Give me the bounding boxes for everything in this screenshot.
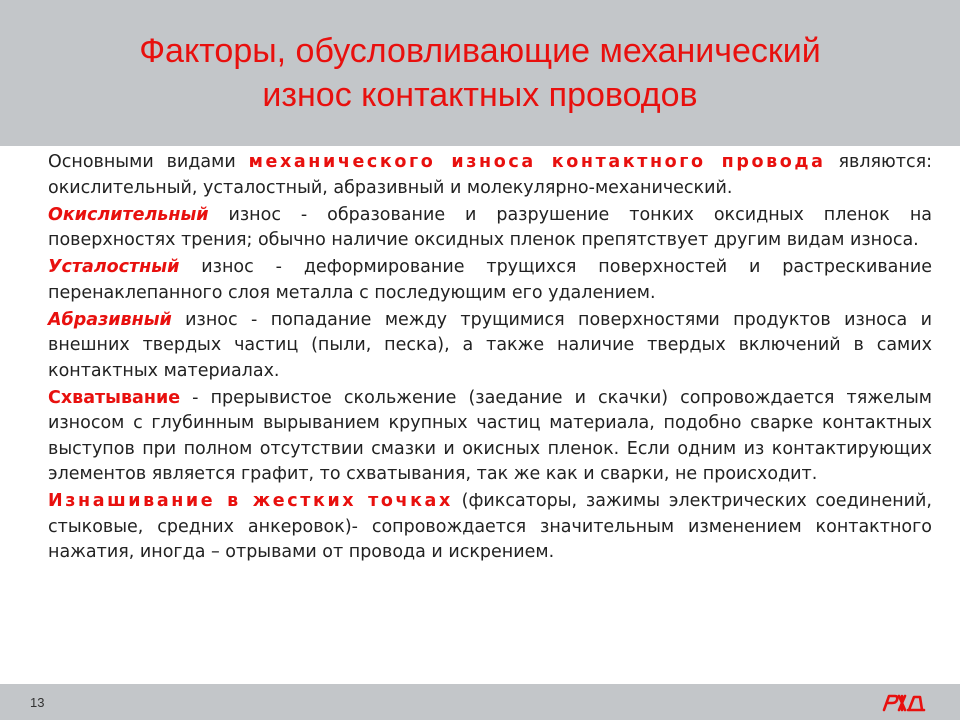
paragraph-fatigue [48, 255, 932, 306]
page-number: 13 [30, 695, 45, 710]
keyword-oxidative: Окислительный [48, 204, 209, 225]
paragraph-hard-points [48, 489, 932, 566]
keyword-mechanical-wear: механического износа контактного провода [248, 152, 826, 172]
paragraph-oxidative [48, 203, 932, 254]
paragraph-oxidative-text: износ - образование и разрушение тонких оксидных пленок на поверхностях трения; обычно наличие оксидных пленок препятствует другим видам износа. [48, 204, 932, 250]
title-bar [0, 0, 960, 146]
paragraph-seizure [48, 386, 932, 488]
paragraph-hard-points-text: (фиксаторы, зажимы электрических соединений, стыковые, средних анкеровок)- сопровождается значительным изменением контактного нажатия, иногда – отрывами от провода и искрением. [48, 491, 932, 562]
keyword-abrasive: Абразивный [48, 309, 172, 330]
keyword-fatigue: Усталостный [48, 257, 180, 277]
slide-title [30, 29, 930, 117]
keyword-seizure: Схватывание [48, 387, 181, 408]
slide-body [48, 150, 932, 567]
paragraph-abrasive [48, 308, 932, 385]
paragraph-intro-text: являются: окислительный, усталостный, абразивный и молекулярно-механический. [48, 152, 933, 198]
keyword-hard-points: Изнашивание в жестких точках [48, 491, 453, 511]
paragraph-abrasive-text: износ - попадание между трущимися поверхностями продуктов износа и внешних твердых частиц (пыли, песка), а также наличие твердых включений в самих контактных материалах. [48, 309, 932, 381]
paragraph-intro [48, 150, 932, 201]
rzd-logo-icon [880, 690, 928, 714]
paragraph-seizure-text: - прерывистое скольжение (заедание и скачки) сопровождается тяжелым износом с глубинным вырыванием крупных частиц материала, подобно сварке контактных выступов при полном отсутствии смазки и окисных пленок. Если одним из контактирующих элементов является графит, то схватывания, так же как и сварки, не происходит. [48, 387, 932, 484]
slide-title-line-1: Факторы, обусловливающие механический [139, 32, 821, 70]
paragraph-fatigue-text: износ - деформирование трущихся поверхностей и растрескивание перенаклепанного слоя металла с последующим его удалением. [48, 257, 932, 303]
slide-title-line-2: износ контактных проводов [262, 76, 698, 114]
paragraph-intro-lead: Основными видами [48, 152, 249, 172]
footer-bar [0, 684, 960, 720]
